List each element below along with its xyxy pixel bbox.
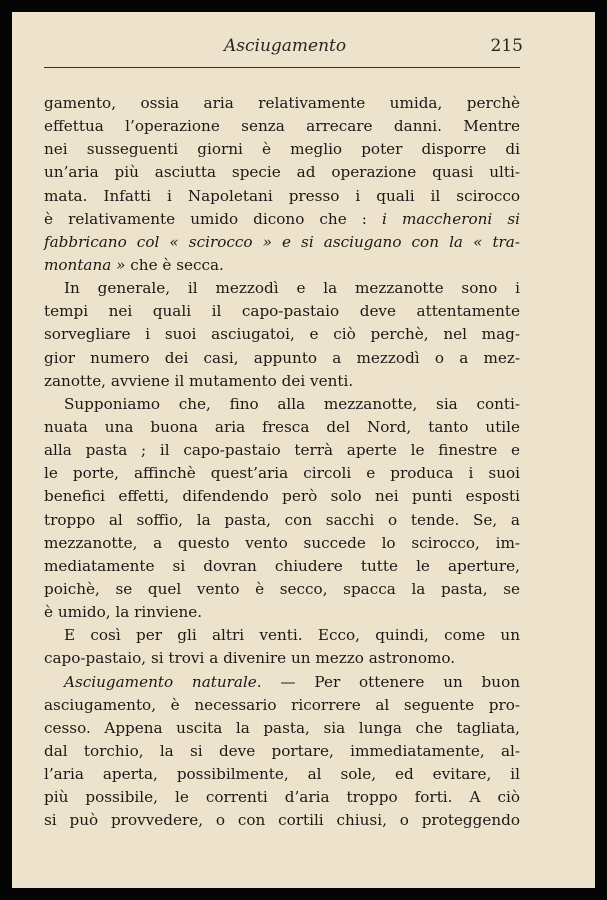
text-line: un’aria più asciutta specie ad operazione quasi ulti- [44, 163, 520, 182]
paragraph-first-line: Supponiamo che, fino alla mezzanotte, sia conti- [64, 394, 520, 413]
text-line: gior numero dei casi, appunto a mezzodì o a mez- [44, 348, 520, 367]
text-line: l’aria aperta, possibilmente, al sole, ed evitare, il [44, 765, 520, 784]
section-heading-line [44, 671, 520, 694]
paragraph-first-line: In generale, il mezzodì e la mezzanotte sono i [64, 279, 520, 298]
text-line: troppo al soffio, la pasta, con sacchi o tende. Se, a [44, 510, 520, 529]
text-line: più possibile, le correnti d’aria troppo forti. A ciò [44, 788, 520, 807]
text-line: asciugamento, è necessario ricorrere al seguente pro- [44, 695, 520, 714]
quote-italic: montana » [44, 255, 126, 274]
text-line: gamento, ossia aria relativamente umida, perchè [44, 94, 520, 112]
text-line: capo-pastaio, si trovi a divenire un mezzo astronomo. [44, 649, 456, 668]
page-number: 215 [490, 36, 523, 56]
text-line: mediatamente si dovran chiudere tutte le aperture, [44, 556, 520, 575]
text-line: dal torchio, la si deve portare, immediatamente, al- [44, 741, 520, 760]
text-line: nei susseguenti giorni è meglio poter disporre di [44, 140, 520, 159]
book-page [12, 12, 595, 888]
body-text [44, 92, 520, 833]
text-line: zanotte, avviene il mutamento dei venti. [44, 371, 354, 390]
text-segment: che è secca. [125, 255, 224, 274]
text-line: è umido, la rinviene. [44, 603, 203, 622]
text-line: sorvegliare i suoi asciugatoi, e ciò perchè, nel mag- [44, 325, 520, 344]
header-rule [44, 67, 520, 68]
text-line: mata. Infatti i Napoletani presso i quali il scirocco [44, 186, 520, 205]
chapter-title: Asciugamento [224, 36, 347, 56]
text-line: cesso. Appena uscita la pasta, sia lunga che tagliata, [44, 718, 520, 737]
text-segment: è relativamente umido dicono che : [44, 209, 383, 228]
text-line: benefici effetti, difendendo però solo nei punti esposti [44, 487, 520, 506]
text-line: alla pasta ; il capo-pastaio terrà aperte le finestre e [44, 441, 520, 460]
text-line: tempi nei quali il capo-pastaio deve attentamente [44, 302, 520, 321]
text-line [44, 254, 520, 277]
quote-line: fabbricano col « scirocco » e si asciugano con la « tra- [44, 232, 520, 251]
paragraph-first-line: E così per gli altri venti. Ecco, quindi, come un [64, 626, 520, 645]
text-line: si può provvedere, o con cortili chiusi, o proteggendo [44, 811, 520, 830]
quote-italic: i maccheroni si [382, 209, 520, 228]
text-line: poichè, se quel vento è secco, spacca la pasta, se [44, 579, 520, 598]
text-line: le porte, affinchè quest’aria circoli e produca i suoi [44, 464, 520, 483]
text-line: nuata una buona aria fresca del Nord, tanto utile [44, 417, 520, 436]
text-line: effettua l’operazione senza arrecare danni. Mentre [44, 117, 520, 136]
text-line [44, 208, 520, 231]
section-heading: Asciugamento naturale. [64, 672, 262, 691]
running-head [12, 36, 595, 60]
text-segment: — Per ottenere un buon [261, 672, 520, 691]
text-line: mezzanotte, a questo vento succede lo scirocco, im- [44, 533, 520, 552]
